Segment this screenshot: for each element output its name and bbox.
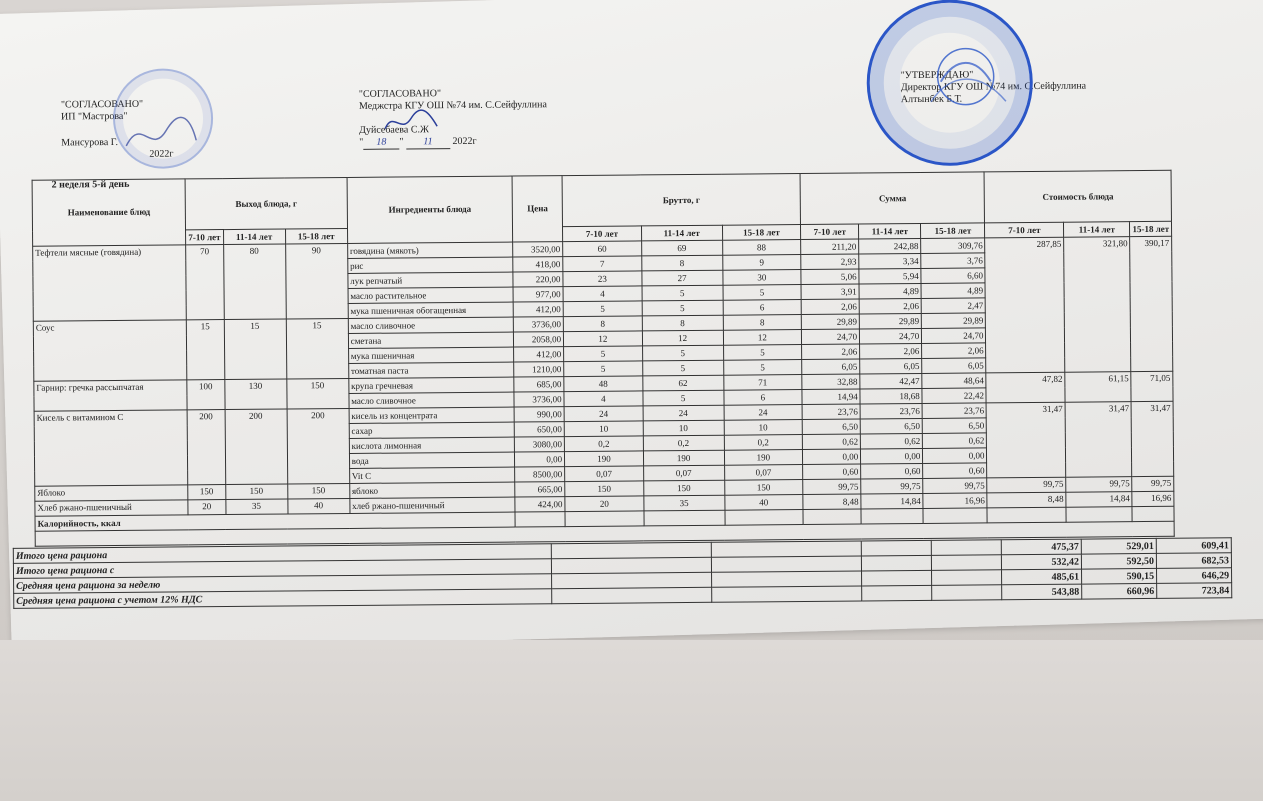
sum-cell: 99,75 <box>923 478 987 494</box>
empty-cell <box>1132 506 1174 521</box>
sum-cell: 3,91 <box>801 284 859 300</box>
cost-cell: 47,82 <box>986 372 1065 403</box>
output-cell: 15 <box>224 319 287 380</box>
price-cell: 8500,00 <box>515 467 565 482</box>
empty-cell <box>931 555 1001 571</box>
cost-cell: 321,80 <box>1064 237 1131 373</box>
stamp-emblem-icon <box>910 31 1021 122</box>
totals-body <box>13 538 1231 609</box>
empty-cell <box>861 540 931 556</box>
output-cell: 150 <box>225 484 287 500</box>
sum-cell: 4,89 <box>921 283 985 299</box>
sum-cell: 309,76 <box>921 238 985 254</box>
brutto-cell: 8 <box>642 255 723 271</box>
output-cell: 70 <box>186 245 224 320</box>
sum-cell: 4,89 <box>859 283 921 299</box>
ingredient-cell: мука пшеничная <box>348 347 514 363</box>
empty-cell <box>711 556 861 572</box>
signature-middle-icon <box>381 108 441 137</box>
brutto-cell: 10 <box>724 420 803 436</box>
col-sum-header: Сумма <box>800 172 985 225</box>
sum-cell: 0,62 <box>803 434 861 450</box>
brutto-cell: 24 <box>643 405 724 421</box>
sum-cell: 2,93 <box>801 254 859 270</box>
total-value: 532,42 <box>1001 554 1081 570</box>
output-cell: 15 <box>187 320 225 380</box>
sum-cell: 14,94 <box>802 389 860 405</box>
age-header: 11-14 лет <box>223 229 285 245</box>
output-cell: 20 <box>188 500 225 515</box>
output-cell: 150 <box>188 485 225 500</box>
sum-cell: 0,00 <box>923 448 987 464</box>
output-cell: 40 <box>287 498 349 514</box>
sum-cell: 99,75 <box>803 479 861 495</box>
approval-left-date: 2022г <box>149 148 174 160</box>
approval-left-title: "СОГЛАСОВАНО" <box>60 98 144 111</box>
ingredient-cell: сахар <box>349 422 515 438</box>
age-header: 7-10 лет <box>186 230 223 245</box>
approval-middle-title: "СОГЛАСОВАНО" <box>358 88 442 100</box>
sum-cell: 242,88 <box>859 238 921 254</box>
brutto-cell: 9 <box>722 255 801 271</box>
total-value: 723,84 <box>1157 583 1232 599</box>
brutto-cell: 60 <box>563 241 642 257</box>
brutto-cell: 48 <box>564 376 643 392</box>
brutto-cell: 4 <box>564 391 643 407</box>
brutto-cell: 88 <box>722 240 801 256</box>
brutto-cell: 23 <box>563 271 642 287</box>
ingredient-cell: кислота лимонная <box>349 437 515 453</box>
ingredient-cell: крупа гречневая <box>349 377 515 393</box>
ingredient-cell: масло сливочное <box>349 392 515 408</box>
empty-cell <box>712 586 862 602</box>
approval-left-org: ИП "Мастрова" <box>60 110 128 123</box>
sum-cell: 29,89 <box>859 313 921 329</box>
sum-cell: 16,96 <box>923 493 987 509</box>
price-cell: 418,00 <box>513 257 563 272</box>
sum-cell: 18,68 <box>860 388 922 404</box>
menu-table <box>32 170 1175 547</box>
brutto-cell: 30 <box>722 270 801 286</box>
output-cell: 200 <box>225 409 288 485</box>
brutto-cell: 0,2 <box>564 436 643 452</box>
ingredient-cell: хлеб ржано-пшеничный <box>350 497 516 513</box>
ingredient-cell: кисель из концентрата <box>349 407 515 423</box>
ingredient-cell: масло сливочное <box>348 317 514 333</box>
total-value: 646,29 <box>1157 568 1232 584</box>
sum-cell: 5,06 <box>801 269 859 285</box>
brutto-cell: 190 <box>643 450 724 466</box>
approval-middle-day: 18 <box>363 137 399 150</box>
brutto-cell: 35 <box>644 495 725 511</box>
cost-cell: 61,15 <box>1065 372 1132 403</box>
brutto-cell: 71 <box>723 375 802 391</box>
brutto-cell: 0,2 <box>643 435 724 451</box>
sum-cell: 8,48 <box>803 494 861 510</box>
brutto-cell: 190 <box>724 450 803 466</box>
approval-middle-year: 2022г <box>452 135 477 148</box>
sum-cell: 0,62 <box>923 433 987 449</box>
total-value: 590,15 <box>1082 568 1157 584</box>
brutto-cell: 27 <box>642 270 723 286</box>
cost-cell: 31,47 <box>1131 401 1173 476</box>
sum-cell: 6,05 <box>922 358 986 374</box>
brutto-cell: 24 <box>724 405 803 421</box>
signature-left-icon <box>121 110 201 161</box>
age-header: 15-18 лет <box>722 225 801 241</box>
empty-cell <box>861 508 923 524</box>
empty-cell <box>932 570 1002 586</box>
output-cell: 90 <box>285 243 348 319</box>
brutto-cell: 5 <box>564 361 643 377</box>
brutto-cell: 5 <box>563 301 642 317</box>
approval-left-name: Мансурова Г. <box>61 136 118 149</box>
sum-cell: 23,76 <box>922 403 986 419</box>
dish-name-cell: Кисель с витамином С <box>34 410 188 486</box>
brutto-cell: 62 <box>643 375 724 391</box>
sum-cell: 22,42 <box>922 388 986 404</box>
brutto-cell: 12 <box>642 330 723 346</box>
brutto-cell: 4 <box>563 286 642 302</box>
cost-cell: 71,05 <box>1131 371 1173 401</box>
output-cell: 150 <box>286 378 348 409</box>
ingredient-cell: сметана <box>348 332 514 348</box>
output-cell: 130 <box>224 379 286 410</box>
sum-cell: 0,00 <box>803 449 861 465</box>
sum-cell: 0,00 <box>861 448 923 464</box>
ingredient-cell: Vit C <box>349 467 515 483</box>
sum-cell: 24,70 <box>802 329 860 345</box>
total-label: Итого цена рациона с <box>13 559 551 579</box>
sum-cell: 23,76 <box>860 403 922 419</box>
total-value: 682,53 <box>1156 553 1231 569</box>
price-cell: 685,00 <box>514 377 564 392</box>
brutto-cell: 5 <box>564 346 643 362</box>
total-value: 529,01 <box>1081 538 1156 554</box>
price-cell: 1210,00 <box>514 362 564 377</box>
brutto-cell: 0,07 <box>724 465 803 481</box>
price-cell: 3520,00 <box>513 242 563 257</box>
desk-surface <box>0 640 1263 801</box>
brutto-cell: 0,07 <box>643 465 724 481</box>
ingredient-cell: томатная паста <box>348 362 514 378</box>
brutto-cell: 12 <box>723 330 802 346</box>
sum-cell: 2,06 <box>859 298 921 314</box>
brutto-cell: 6 <box>723 300 802 316</box>
brutto-cell: 40 <box>724 495 803 511</box>
price-cell: 3736,00 <box>514 317 564 332</box>
brutto-cell: 7 <box>563 256 642 272</box>
sum-cell: 0,60 <box>803 464 861 480</box>
sum-cell: 211,20 <box>801 239 859 255</box>
brutto-cell: 190 <box>565 451 644 467</box>
sum-cell: 6,05 <box>860 358 922 374</box>
brutto-cell: 8 <box>563 316 642 332</box>
empty-cell <box>712 571 862 587</box>
sum-cell: 5,94 <box>859 268 921 284</box>
sum-cell: 3,34 <box>859 253 921 269</box>
empty-cell <box>931 540 1001 556</box>
age-header: 15-18 лет <box>1130 221 1172 236</box>
brutto-cell: 5 <box>723 345 802 361</box>
sum-cell: 2,06 <box>802 344 860 360</box>
ingredient-cell: вода <box>349 452 515 468</box>
empty-cell <box>861 555 931 571</box>
sum-cell: 2,47 <box>921 298 985 314</box>
price-cell: 665,00 <box>515 482 565 497</box>
sum-cell: 3,76 <box>921 253 985 269</box>
approval-middle-date: " 18 " 11 2022г <box>359 135 477 148</box>
brutto-cell: 10 <box>564 421 643 437</box>
brutto-cell: 5 <box>723 285 802 301</box>
ingredient-cell: рис <box>347 257 513 273</box>
sum-cell: 2,06 <box>922 343 986 359</box>
output-cell: 80 <box>223 244 286 320</box>
empty-cell <box>862 585 932 601</box>
cost-cell: 390,17 <box>1130 236 1173 371</box>
brutto-cell: 12 <box>563 331 642 347</box>
brutto-cell: 5 <box>642 345 723 361</box>
total-label: Средняя цена рациона за неделю <box>14 574 552 594</box>
cost-cell: 31,47 <box>1065 402 1132 478</box>
col-price-header: Цена <box>512 176 562 242</box>
brutto-cell: 150 <box>643 480 724 496</box>
ingredient-cell: мука пшеничная обогащенная <box>348 302 514 318</box>
empty-cell <box>862 570 932 586</box>
sum-cell: 29,89 <box>922 313 986 329</box>
brutto-cell: 8 <box>723 315 802 331</box>
col-dish-header: Наименование блюд <box>32 179 186 246</box>
total-label: Средняя цена рациона с учетом 12% НДС <box>14 589 552 609</box>
total-value: 592,50 <box>1081 553 1156 569</box>
cost-cell: 31,47 <box>987 402 1066 478</box>
brutto-cell: 0,2 <box>724 435 803 451</box>
total-label: Итого цена рациона <box>13 544 551 564</box>
price-cell: 2058,00 <box>514 332 564 347</box>
col-cost-header: Стоимость блюда <box>985 170 1172 223</box>
brutto-cell: 6 <box>723 390 802 406</box>
age-header: 7-10 лет <box>985 222 1064 238</box>
cost-cell: 99,75 <box>1066 477 1132 493</box>
age-header: 15-18 лет <box>921 223 985 239</box>
empty-cell <box>711 541 861 557</box>
sum-cell: 48,64 <box>922 373 986 389</box>
total-value: 485,61 <box>1002 569 1082 585</box>
empty-cell <box>923 508 987 524</box>
price-cell: 220,00 <box>513 272 563 287</box>
price-cell: 3080,00 <box>515 437 565 452</box>
sum-cell: 14,84 <box>861 493 923 509</box>
empty-cell <box>515 512 565 527</box>
empty-cell <box>552 572 712 588</box>
brutto-cell: 8 <box>642 315 723 331</box>
ingredient-cell: говядина (мякоть) <box>347 242 513 258</box>
empty-cell <box>932 585 1002 601</box>
approval-middle-month: 11 <box>406 136 450 149</box>
sum-cell: 0,60 <box>923 463 987 479</box>
brutto-cell: 69 <box>641 240 722 256</box>
price-cell: 990,00 <box>514 407 564 422</box>
sum-cell: 2,06 <box>860 343 922 359</box>
sum-cell: 29,89 <box>801 314 859 330</box>
sum-cell: 24,70 <box>922 328 986 344</box>
cost-cell: 14,84 <box>1066 492 1132 508</box>
total-value: 660,96 <box>1082 583 1157 599</box>
price-cell: 977,00 <box>513 287 563 302</box>
sum-cell: 2,06 <box>801 299 859 315</box>
sum-cell: 32,88 <box>802 374 860 390</box>
empty-cell <box>552 587 712 603</box>
age-header: 11-14 лет <box>641 225 722 241</box>
calories-label: Калорийность, ккал <box>35 512 515 531</box>
sum-cell: 6,50 <box>860 418 922 434</box>
brutto-cell: 5 <box>643 390 724 406</box>
dish-name-cell: Хлеб ржано-пшеничный <box>35 500 188 516</box>
ingredient-cell: масло растительное <box>348 287 514 303</box>
empty-cell <box>1066 507 1132 523</box>
empty-cell <box>565 511 644 527</box>
sum-cell: 0,60 <box>861 463 923 479</box>
approval-right-title: "УТВЕРЖДАЮ" <box>900 69 974 82</box>
menu-body <box>33 236 1175 546</box>
brutto-cell: 10 <box>643 420 724 436</box>
output-cell: 35 <box>225 499 287 515</box>
sum-cell: 6,60 <box>921 268 985 284</box>
ingredient-cell: лук репчатый <box>348 272 514 288</box>
approval-right-org: Директор КГУ ОШ №74 им. С.Сейфуллина <box>900 80 1087 94</box>
brutto-cell: 0,07 <box>565 466 644 482</box>
price-cell: 0,00 <box>515 452 565 467</box>
price-cell: 412,00 <box>514 347 564 362</box>
empty-cell <box>551 542 711 558</box>
dish-name-cell: Тефтели мясные (говядина) <box>33 245 187 321</box>
cost-cell: 8,48 <box>987 492 1066 508</box>
output-cell: 15 <box>286 318 349 379</box>
price-cell: 650,00 <box>515 422 565 437</box>
age-header: 7-10 лет <box>563 226 642 242</box>
brutto-cell: 5 <box>642 360 723 376</box>
sum-cell: 24,70 <box>860 328 922 344</box>
age-header: 7-10 лет <box>801 224 859 240</box>
empty-cell <box>644 510 725 526</box>
price-cell: 412,00 <box>514 302 564 317</box>
day-label: 2 неделя 5-й день <box>51 178 130 191</box>
brutto-cell: 5 <box>642 300 723 316</box>
age-header: 11-14 лет <box>1064 222 1130 238</box>
approval-right-name: Алтынбек Б.Т. <box>900 93 963 106</box>
empty-cell <box>724 510 803 526</box>
dish-name-cell: Гарнир: гречка рассыпчатая <box>34 380 187 411</box>
output-cell: 200 <box>287 408 350 484</box>
totals-table <box>13 537 1232 609</box>
brutto-cell: 24 <box>564 406 643 422</box>
sum-cell: 6,50 <box>802 419 860 435</box>
cost-cell: 99,75 <box>987 477 1066 493</box>
dish-name-cell: Соус <box>33 320 187 381</box>
total-value: 475,37 <box>1001 539 1081 555</box>
cost-cell: 287,85 <box>985 237 1065 373</box>
cost-cell: 16,96 <box>1132 491 1174 506</box>
age-header: 11-14 лет <box>859 223 921 239</box>
dish-name-cell: Яблоко <box>35 485 188 501</box>
price-cell: 3736,00 <box>514 392 564 407</box>
sum-cell: 6,50 <box>922 418 986 434</box>
sum-cell: 0,62 <box>860 433 922 449</box>
col-brutto-header: Брутто, г <box>562 174 801 227</box>
sum-cell: 6,05 <box>802 359 860 375</box>
empty-cell <box>803 509 861 525</box>
brutto-cell: 5 <box>642 285 723 301</box>
col-output-header: Выход блюда, г <box>185 177 347 229</box>
approval-middle-org: Меджстра КГУ ОШ №74 им. С.Сейфуллина <box>358 99 547 112</box>
output-cell: 100 <box>187 380 225 410</box>
brutto-cell: 150 <box>565 481 644 497</box>
age-header: 15-18 лет <box>285 228 347 244</box>
ingredient-cell: яблоко <box>349 482 515 498</box>
col-ingredients-header: Ингредиенты блюда <box>347 176 513 243</box>
price-cell: 424,00 <box>515 497 565 512</box>
sum-cell: 23,76 <box>802 404 860 420</box>
empty-cell <box>551 557 711 573</box>
brutto-cell: 5 <box>723 360 802 376</box>
output-cell: 200 <box>187 410 225 485</box>
empty-cell <box>987 507 1066 523</box>
total-value: 543,88 <box>1002 584 1082 600</box>
cost-cell: 99,75 <box>1132 476 1174 491</box>
sum-cell: 99,75 <box>861 478 923 494</box>
sum-cell: 42,47 <box>860 373 922 389</box>
output-cell: 150 <box>287 483 349 499</box>
brutto-cell: 150 <box>724 480 803 496</box>
total-value: 609,41 <box>1156 538 1231 554</box>
approval-middle-name: Дуйсебаева С.Ж <box>359 124 429 136</box>
brutto-cell: 20 <box>565 496 644 512</box>
